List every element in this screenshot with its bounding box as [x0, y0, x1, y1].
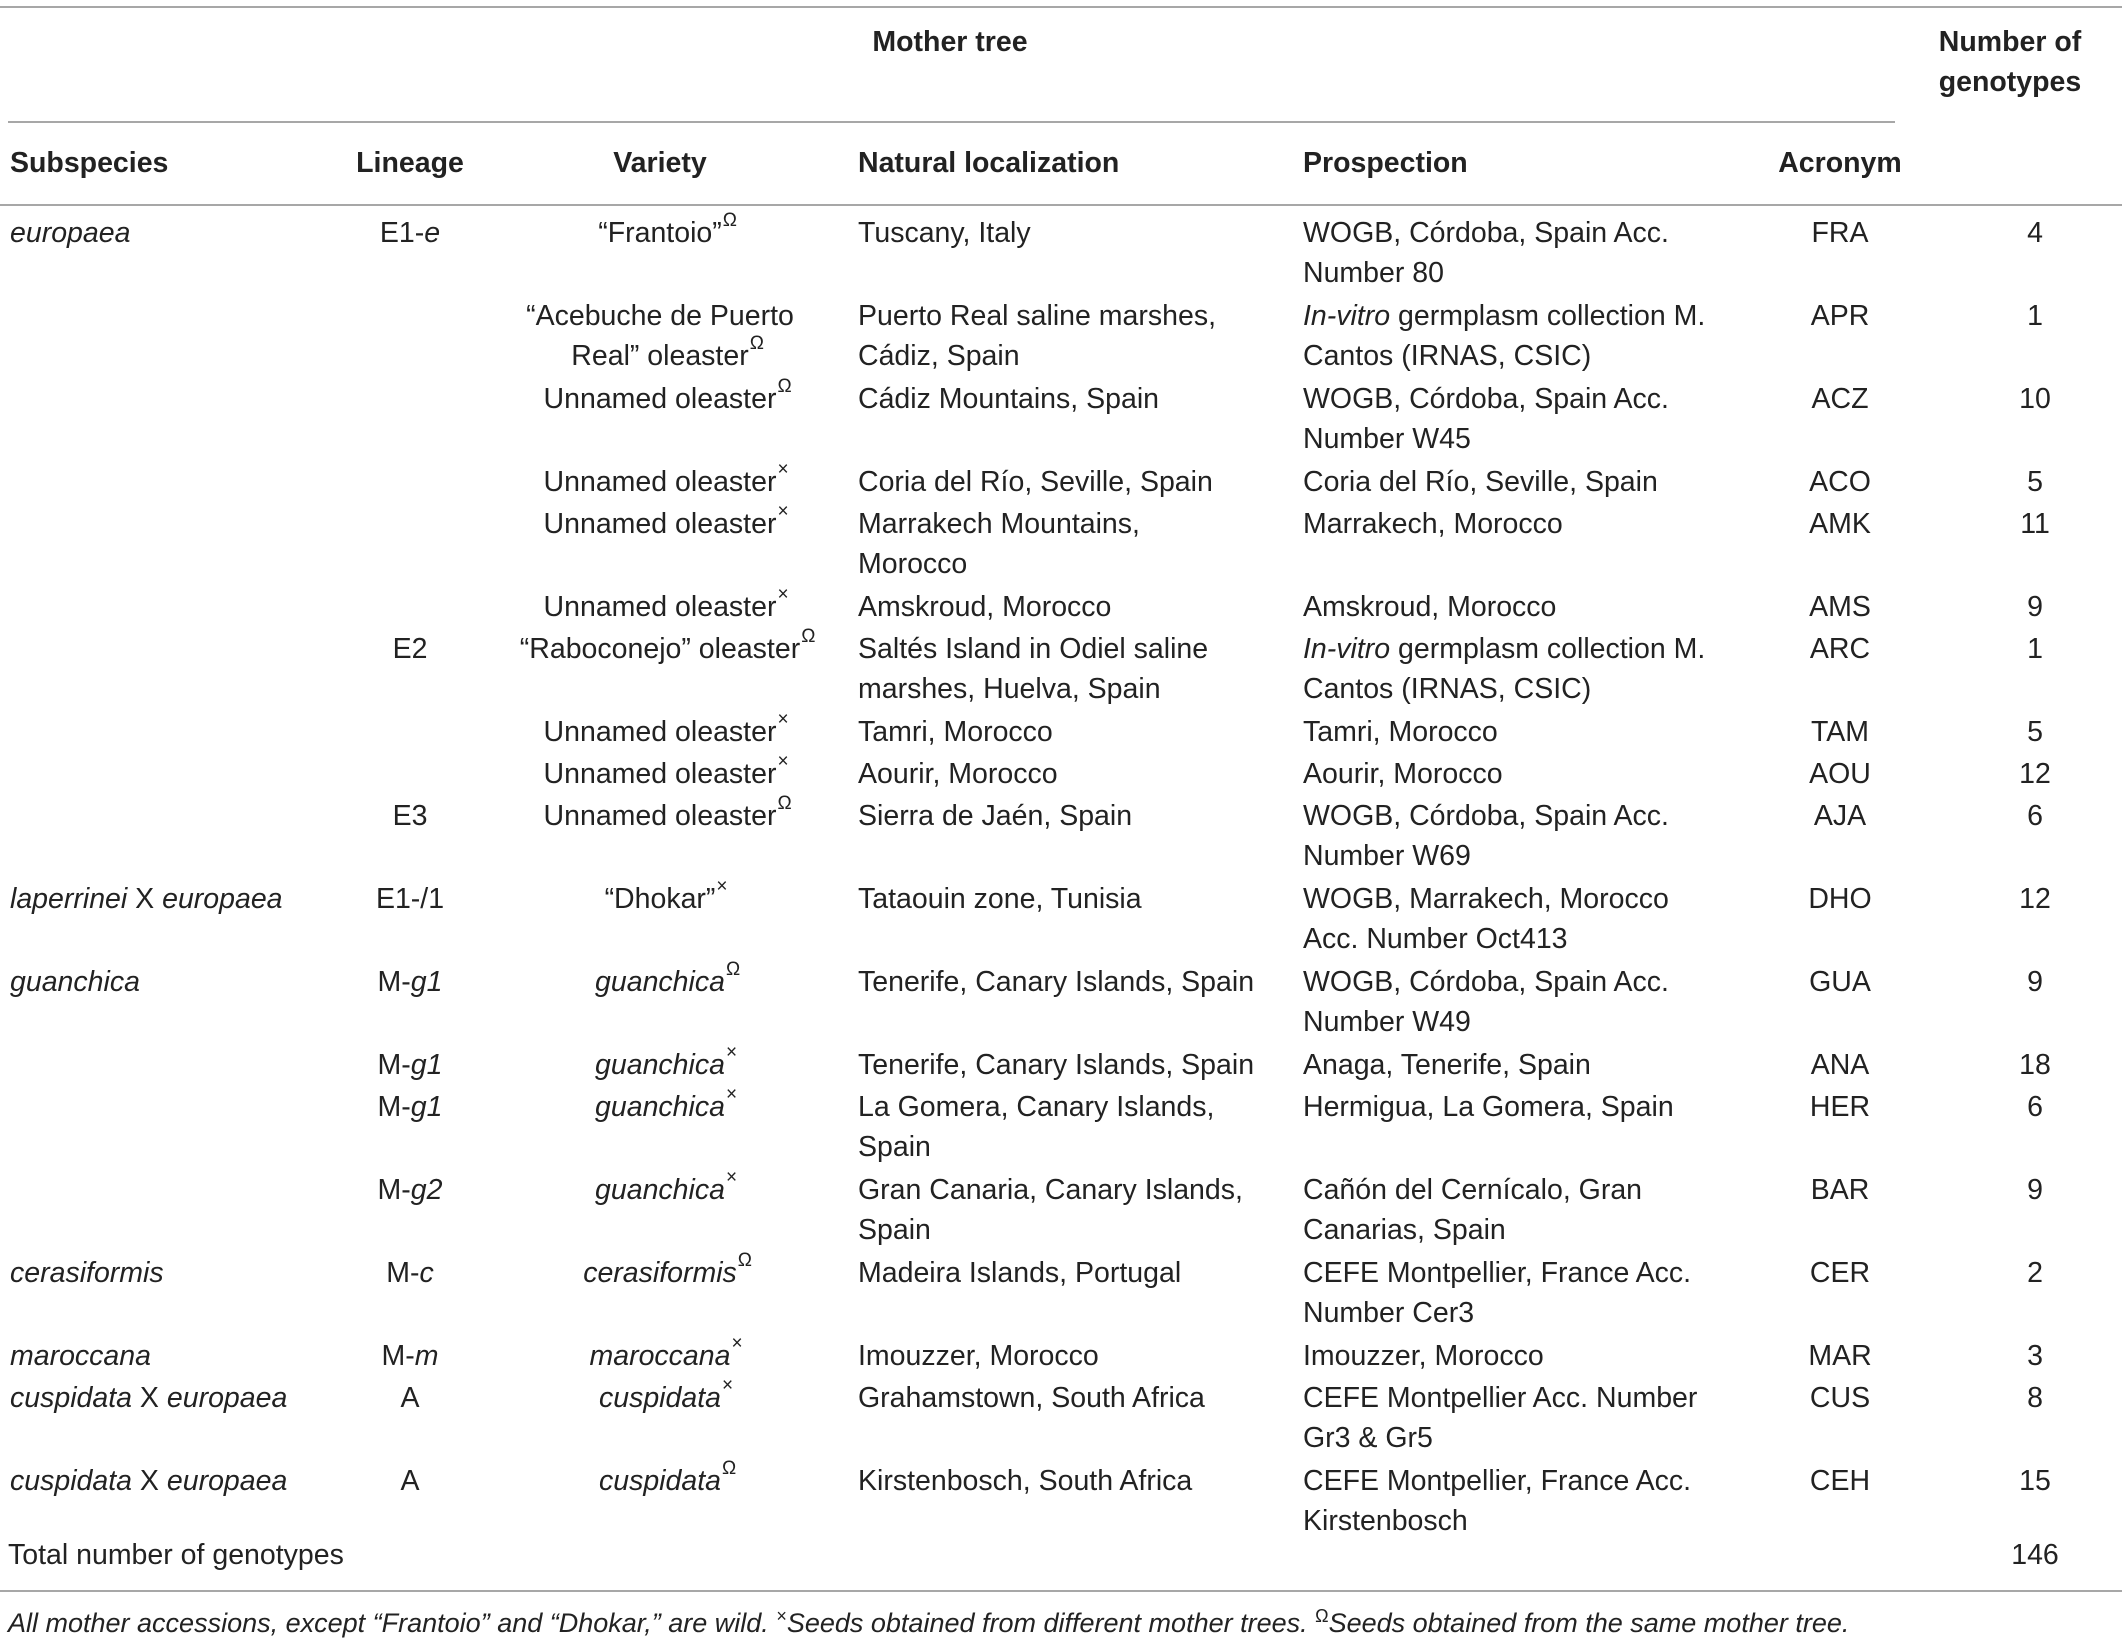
- cell-prospection: Number Cer3: [1303, 1297, 1475, 1329]
- cell-genotype-count: 1: [2027, 633, 2043, 665]
- header-acronym: Acronym: [1778, 147, 1902, 179]
- cell-subspecies: [10, 1461, 287, 1501]
- cell-genotype-count: 5: [2027, 466, 2043, 498]
- cell-lineage: [310, 1045, 510, 1085]
- table-footnote: [8, 1605, 1849, 1641]
- footnote-part3: Seeds obtained from the same mother tree.: [1328, 1608, 1850, 1638]
- cell-natural-localization: Sierra de Jaén, Spain: [858, 800, 1133, 832]
- cell-lineage: E1-/1: [375, 883, 445, 915]
- cell-prospection: CEFE Montpellier Acc. Number: [1303, 1382, 1698, 1414]
- different-trees-mark: ×: [777, 501, 789, 522]
- cell-natural-localization: Puerto Real saline marshes,: [858, 300, 1217, 332]
- cell-prospection: WOGB, Córdoba, Spain Acc.: [1303, 800, 1669, 832]
- cell-genotype-count: 6: [2027, 1091, 2043, 1123]
- table-bottom-rule: [0, 1590, 2122, 1592]
- subspecies-cross: X: [132, 1465, 167, 1497]
- cell-prospection: Number 80: [1303, 257, 1444, 289]
- cell-genotype-count: 9: [2027, 1174, 2043, 1206]
- same-tree-mark: Ω: [801, 626, 816, 647]
- cell-natural-localization: Tenerife, Canary Islands, Spain: [858, 966, 1255, 998]
- cell-genotype-count: 12: [2019, 883, 2051, 915]
- cell-lineage: [310, 213, 510, 253]
- cell-acronym: AMK: [1809, 508, 1871, 540]
- cell-variety: Unnamed oleaster: [543, 800, 777, 832]
- cell-genotype-count: 10: [2019, 383, 2051, 415]
- cell-prospection: Kirstenbosch: [1303, 1505, 1468, 1537]
- cell-natural-localization: Madeira Islands, Portugal: [858, 1257, 1182, 1289]
- cell-acronym: AOU: [1809, 758, 1871, 790]
- footnote-part2: Seeds obtained from different mother trees.: [786, 1608, 1316, 1638]
- cell-genotype-count: 11: [2020, 508, 2050, 540]
- cell-natural-localization: Kirstenbosch, South Africa: [858, 1465, 1193, 1497]
- header-number-of-genotypes-line1: Number of: [1938, 26, 2082, 58]
- cell-prospection: Imouzzer, Morocco: [1303, 1340, 1544, 1372]
- cell-prospection: CEFE Montpellier, France Acc.: [1303, 1257, 1692, 1289]
- subspecies-part: europaea: [162, 883, 283, 915]
- cell-genotype-count: 12: [2019, 758, 2051, 790]
- cell-variety: Unnamed oleaster: [543, 508, 777, 540]
- cell-genotype-count: 6: [2027, 800, 2043, 832]
- lineage-suffix: c: [419, 1257, 434, 1289]
- cell-acronym: ACZ: [1811, 383, 1869, 415]
- header-lineage: Lineage: [356, 147, 464, 179]
- subspecies-part: europaea: [166, 1382, 288, 1414]
- same-tree-mark: Ω: [1315, 1606, 1329, 1626]
- cell-acronym: FRA: [1811, 217, 1869, 249]
- cell-acronym: AJA: [1813, 800, 1867, 832]
- cell-prospection: WOGB, Córdoba, Spain Acc.: [1303, 966, 1669, 998]
- cell-variety: “Dhokar”: [604, 883, 716, 915]
- cell-variety: cuspidata: [598, 1465, 721, 1497]
- same-tree-mark: Ω: [725, 959, 741, 980]
- cell-acronym: ACO: [1809, 466, 1871, 498]
- cell-acronym: CUS: [1809, 1382, 1871, 1414]
- lineage-suffix: g1: [410, 1091, 443, 1123]
- header-subspecies: Subspecies: [10, 147, 169, 179]
- cell-lineage: [310, 962, 510, 1002]
- cell-acronym: GUA: [1809, 966, 1871, 998]
- cell-subspecies: maroccana: [10, 1340, 151, 1372]
- cell-prospection: Gr3 & Gr5: [1303, 1422, 1433, 1454]
- cell-acronym: ARC: [1809, 633, 1871, 665]
- cell-variety: guanchica: [595, 1091, 725, 1123]
- cell-prospection: Hermigua, La Gomera, Spain: [1303, 1091, 1674, 1123]
- cell-natural-localization: Tataouin zone, Tunisia: [858, 883, 1142, 915]
- same-tree-mark: Ω: [737, 1250, 753, 1271]
- cell-variety: Unnamed oleaster: [543, 716, 777, 748]
- same-tree-mark: Ω: [777, 793, 792, 814]
- cell-natural-localization: Tuscany, Italy: [858, 217, 1031, 249]
- lineage-prefix: M-: [377, 1174, 411, 1206]
- prospection-italic: In-vitro: [1303, 633, 1391, 665]
- cell-subspecies: [10, 879, 283, 919]
- group-header-mother-tree: Mother tree: [872, 26, 1028, 58]
- cell-lineage: [310, 1170, 510, 1210]
- total-value: 146: [2011, 1539, 2059, 1571]
- group-header-underline: [8, 121, 1895, 123]
- different-trees-mark: ×: [716, 876, 728, 897]
- cell-natural-localization: Cádiz, Spain: [858, 340, 1020, 372]
- cell-prospection: WOGB, Marrakech, Morocco: [1303, 883, 1669, 915]
- cell-acronym: CEH: [1809, 1465, 1871, 1497]
- cell-prospection: Coria del Río, Seville, Spain: [1303, 466, 1658, 498]
- cell-acronym: DHO: [1808, 883, 1872, 915]
- subspecies-cross: X: [132, 1382, 167, 1414]
- cell-natural-localization: Cádiz Mountains, Spain: [858, 383, 1160, 415]
- cell-natural-localization: Aourir, Morocco: [858, 758, 1058, 790]
- cell-prospection: Amskroud, Morocco: [1303, 591, 1557, 623]
- lineage-prefix: M-: [377, 966, 411, 998]
- cell-genotype-count: 8: [2027, 1382, 2043, 1414]
- same-tree-mark: Ω: [749, 333, 764, 354]
- cell-natural-localization: Spain: [858, 1214, 931, 1246]
- cell-prospection: Cañón del Cernícalo, Gran: [1303, 1174, 1643, 1206]
- cell-variety: guanchica: [595, 1049, 725, 1081]
- cell-genotype-count: 4: [2027, 217, 2043, 249]
- cell-natural-localization: Saltés Island in Odiel saline: [858, 633, 1209, 665]
- same-tree-mark: Ω: [777, 376, 792, 397]
- cell-natural-localization: marshes, Huelva, Spain: [858, 673, 1161, 705]
- cell-subspecies: [10, 1378, 287, 1418]
- prospection-rest: germplasm collection M.: [1390, 300, 1706, 332]
- prospection-rest: germplasm collection M.: [1390, 633, 1706, 665]
- cell-prospection: Aourir, Morocco: [1303, 758, 1503, 790]
- cell-natural-localization: La Gomera, Canary Islands,: [858, 1091, 1215, 1123]
- cell-variety: “Raboconejo” oleaster: [519, 633, 801, 665]
- lineage-suffix: g2: [410, 1174, 443, 1206]
- cell-acronym: TAM: [1810, 716, 1870, 748]
- different-trees-mark: ×: [722, 1375, 734, 1396]
- cell-variety: guanchica: [595, 1174, 725, 1206]
- different-trees-mark: ×: [777, 709, 789, 730]
- cell-prospection: Marrakech, Morocco: [1303, 508, 1563, 540]
- cell-natural-localization: Tenerife, Canary Islands, Spain: [858, 1049, 1255, 1081]
- cell-lineage: A: [400, 1382, 420, 1414]
- cell-acronym: HER: [1809, 1091, 1871, 1123]
- lineage-suffix: e: [424, 217, 441, 249]
- lineage-suffix: m: [414, 1340, 439, 1372]
- cell-acronym: MAR: [1808, 1340, 1872, 1372]
- lineage-prefix: E1-: [379, 217, 425, 249]
- same-tree-mark: Ω: [722, 210, 737, 231]
- cell-lineage: E3: [392, 800, 428, 832]
- header-natural-localization: Natural localization: [858, 147, 1120, 179]
- cell-lineage: [310, 1253, 510, 1293]
- cell-lineage: A: [400, 1465, 420, 1497]
- cell-prospection: Tamri, Morocco: [1303, 716, 1498, 748]
- cell-natural-localization: Spain: [858, 1131, 931, 1163]
- cell-acronym: AMS: [1809, 591, 1871, 623]
- cell-acronym: APR: [1810, 300, 1870, 332]
- cell-subspecies: cerasiformis: [10, 1257, 164, 1289]
- cell-prospection: [1303, 296, 1705, 336]
- different-trees-mark: ×: [725, 1084, 738, 1105]
- cell-natural-localization: Amskroud, Morocco: [858, 591, 1112, 623]
- cell-prospection: Number W69: [1303, 840, 1471, 872]
- cell-lineage: [310, 1336, 510, 1376]
- total-label: Total number of genotypes: [8, 1539, 344, 1571]
- cell-variety: Unnamed oleaster: [543, 383, 777, 415]
- cell-subspecies: guanchica: [10, 966, 140, 998]
- different-trees-mark: ×: [777, 751, 789, 772]
- cell-genotype-count: 5: [2027, 716, 2043, 748]
- cell-prospection: Number W45: [1303, 423, 1471, 455]
- cell-variety: Unnamed oleaster: [543, 758, 777, 790]
- cell-genotype-count: 3: [2027, 1340, 2043, 1372]
- cell-prospection: Cantos (IRNAS, CSIC): [1303, 673, 1592, 705]
- lineage-suffix: g1: [410, 966, 443, 998]
- cell-acronym: CER: [1809, 1257, 1871, 1289]
- cell-prospection: Acc. Number Oct413: [1303, 923, 1568, 955]
- header-number-of-genotypes-line2: genotypes: [1938, 66, 2082, 98]
- cell-natural-localization: Grahamstown, South Africa: [858, 1382, 1205, 1414]
- cell-natural-localization: Imouzzer, Morocco: [858, 1340, 1099, 1372]
- subspecies-part: cuspidata: [10, 1382, 133, 1414]
- cell-lineage: [310, 1087, 510, 1127]
- cell-genotype-count: 15: [2019, 1465, 2051, 1497]
- header-prospection: Prospection: [1303, 147, 1468, 179]
- cell-prospection: Anaga, Tenerife, Spain: [1303, 1049, 1591, 1081]
- cell-natural-localization: Morocco: [858, 548, 968, 580]
- cell-variety: “Acebuche de Puerto: [526, 300, 794, 332]
- cell-variety: Unnamed oleaster: [543, 591, 777, 623]
- cell-prospection: WOGB, Córdoba, Spain Acc.: [1303, 217, 1669, 249]
- same-tree-mark: Ω: [722, 1458, 737, 1479]
- prospection-italic: In-vitro: [1303, 300, 1391, 332]
- different-trees-mark: ×: [731, 1333, 743, 1354]
- cell-genotype-count: 9: [2027, 591, 2043, 623]
- header-variety: Variety: [613, 147, 707, 179]
- footnote-part1: All mother accessions, except “Frantoio” and “Dhokar,” are wild.: [8, 1608, 777, 1638]
- cell-natural-localization: Gran Canaria, Canary Islands,: [858, 1174, 1243, 1206]
- cell-natural-localization: Tamri, Morocco: [858, 716, 1053, 748]
- cell-prospection: [1303, 629, 1705, 669]
- cell-prospection: Number W49: [1303, 1006, 1471, 1038]
- cell-variety: maroccana: [589, 1340, 731, 1372]
- cell-genotype-count: 9: [2027, 966, 2043, 998]
- subspecies-part: cuspidata: [10, 1465, 133, 1497]
- cell-variety: guanchica: [595, 966, 725, 998]
- cell-prospection: CEFE Montpellier, France Acc.: [1303, 1465, 1692, 1497]
- cell-prospection: Canarias, Spain: [1303, 1214, 1506, 1246]
- subspecies-part: europaea: [166, 1465, 288, 1497]
- cell-acronym: ANA: [1810, 1049, 1870, 1081]
- different-trees-mark: ×: [777, 584, 789, 605]
- different-trees-mark: ×: [776, 1606, 787, 1626]
- cell-genotype-count: 1: [2027, 300, 2043, 332]
- lineage-prefix: M-: [377, 1091, 411, 1123]
- different-trees-mark: ×: [725, 1167, 738, 1188]
- cell-subspecies: europaea: [10, 217, 131, 249]
- lineage-suffix: g1: [410, 1049, 443, 1081]
- cell-variety: Real” oleaster: [571, 340, 749, 372]
- lineage-prefix: M-: [386, 1257, 420, 1289]
- cell-variety: cuspidata: [598, 1382, 721, 1414]
- cell-prospection: Cantos (IRNAS, CSIC): [1303, 340, 1592, 372]
- cell-acronym: BAR: [1810, 1174, 1870, 1206]
- cell-natural-localization: Marrakech Mountains,: [858, 508, 1140, 540]
- cell-prospection: WOGB, Córdoba, Spain Acc.: [1303, 383, 1669, 415]
- cell-variety: Unnamed oleaster: [543, 466, 777, 498]
- subspecies-part: laperrinei: [10, 883, 128, 915]
- cell-genotype-count: 2: [2027, 1257, 2043, 1289]
- header-bottom-rule: [0, 204, 2122, 206]
- different-trees-mark: ×: [725, 1042, 738, 1063]
- cell-genotype-count: 18: [2019, 1049, 2051, 1081]
- top-rule: [0, 6, 2122, 8]
- subspecies-cross: X: [127, 883, 163, 915]
- cell-natural-localization: Coria del Río, Seville, Spain: [858, 466, 1213, 498]
- different-trees-mark: ×: [777, 459, 789, 480]
- cell-variety: cerasiformis: [583, 1257, 737, 1289]
- lineage-prefix: M-: [377, 1049, 411, 1081]
- cell-variety: “Frantoio”: [598, 217, 722, 249]
- lineage-prefix: M-: [381, 1340, 415, 1372]
- cell-lineage: E2: [392, 633, 428, 665]
